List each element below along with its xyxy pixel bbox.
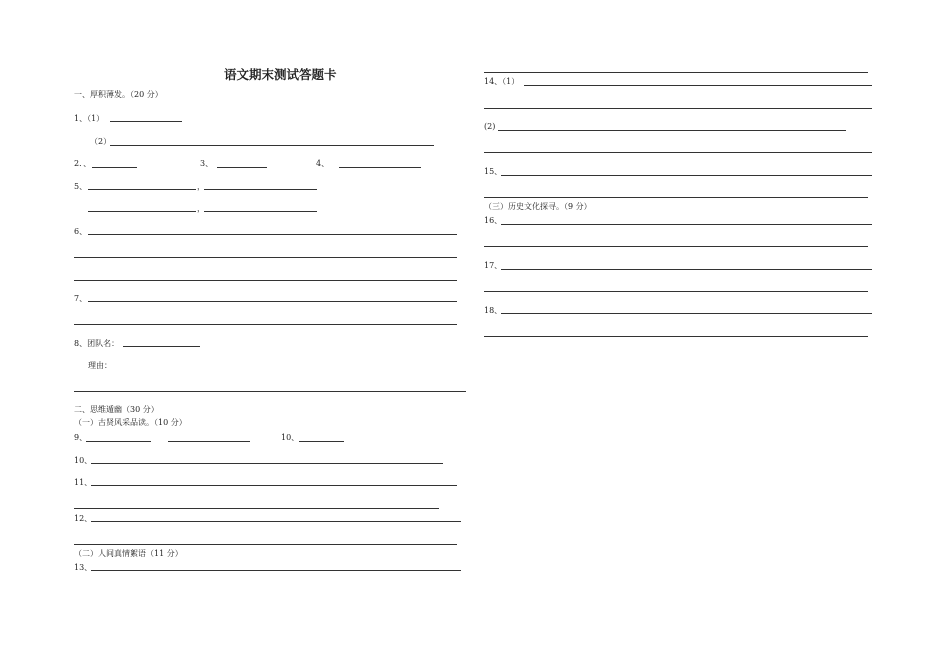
q1-label: 1、（1）: [74, 114, 105, 123]
q9-answer-line-1[interactable]: [86, 441, 151, 442]
q6-label: 6、: [74, 227, 88, 236]
q9-label: 9、: [74, 433, 88, 442]
q16-answer-line-2[interactable]: [484, 246, 868, 247]
q13-answer-line[interactable]: [91, 570, 461, 571]
q3-answer-line[interactable]: [217, 167, 267, 168]
q15-answer-line-1[interactable]: [501, 175, 872, 176]
q9-answer-line-2[interactable]: [168, 441, 250, 442]
q14-answer-line-2[interactable]: [484, 108, 872, 109]
q14-2-answer-line-1[interactable]: [498, 130, 846, 131]
q16-answer-line-1[interactable]: [501, 224, 872, 225]
q10-answer-line[interactable]: [91, 463, 443, 464]
page-title: 语文期末测试答题卡: [224, 67, 337, 82]
reason-label: 理由：: [88, 361, 112, 370]
q17-answer-line-1[interactable]: [501, 269, 872, 270]
q1-2-label: （2）: [90, 137, 112, 146]
q5-answer-line-1[interactable]: [88, 189, 196, 190]
q6-answer-line-3[interactable]: [74, 280, 457, 281]
q3-label: 3、: [200, 159, 214, 168]
subsection-3-heading: （三）历史文化探寻。（9 分）: [484, 202, 592, 211]
q13-label: 13、: [74, 563, 93, 572]
q13-continuation-line[interactable]: [484, 72, 868, 73]
q12-answer-line-1[interactable]: [91, 521, 461, 522]
q8-label: 8、团队名：: [74, 339, 120, 348]
q14-label: 14、（1）: [484, 77, 520, 86]
q12-answer-line-2[interactable]: [74, 544, 457, 545]
subsection-1-heading: （一）古贤风采品读。（10 分）: [74, 418, 187, 427]
q5-answer-line-4[interactable]: [204, 211, 317, 212]
q18-label: 18、: [484, 306, 503, 315]
subsection-2-heading: （二）人间真情絮语（11 分）: [74, 549, 183, 558]
q11-label: 11、: [74, 478, 93, 487]
q5-label: 5、: [74, 182, 88, 191]
q5-answer-line-3[interactable]: [88, 211, 196, 212]
q8-answer-line[interactable]: [123, 346, 200, 347]
q6-answer-line-1[interactable]: [88, 234, 457, 235]
q15-label: 15、: [484, 167, 503, 176]
q1-2-answer-line[interactable]: [110, 145, 434, 146]
q18-answer-line-1[interactable]: [501, 313, 872, 314]
q18-answer-line-2[interactable]: [484, 336, 868, 337]
section-2-heading: 二、思维遁幽（30 分）: [74, 405, 159, 414]
q1-answer-line[interactable]: [110, 121, 182, 122]
reason-answer-line[interactable]: [74, 391, 466, 392]
comma: ，: [197, 182, 205, 191]
q10-label: 10、: [74, 456, 93, 465]
q4-answer-line[interactable]: [339, 167, 421, 168]
q7-answer-line-2[interactable]: [74, 324, 457, 325]
q2-label: 2．、: [74, 159, 92, 168]
q4-label: 4、: [316, 159, 330, 168]
q17-label: 17、: [484, 261, 503, 270]
q16-label: 16、: [484, 216, 503, 225]
comma: ，: [197, 204, 205, 213]
q10-inline-answer-line[interactable]: [299, 441, 344, 442]
q2-answer-line[interactable]: [92, 167, 137, 168]
q7-answer-line-1[interactable]: [88, 301, 457, 302]
q14-answer-line-1[interactable]: [524, 85, 872, 86]
q17-answer-line-2[interactable]: [484, 291, 868, 292]
q14-2-label: (2): [484, 122, 496, 131]
q15-answer-line-2[interactable]: [484, 197, 868, 198]
q6-answer-line-2[interactable]: [74, 257, 457, 258]
q14-2-answer-line-2[interactable]: [484, 152, 872, 153]
q7-label: 7、: [74, 294, 88, 303]
q11-answer-line-1[interactable]: [91, 485, 457, 486]
q10-inline-label: 10、: [281, 433, 300, 442]
q5-answer-line-2[interactable]: [204, 189, 317, 190]
section-1-heading: 一、厚积薄发。（20 分）: [74, 90, 163, 99]
q12-label: 12、: [74, 514, 93, 523]
q11-answer-line-2[interactable]: [74, 508, 439, 509]
